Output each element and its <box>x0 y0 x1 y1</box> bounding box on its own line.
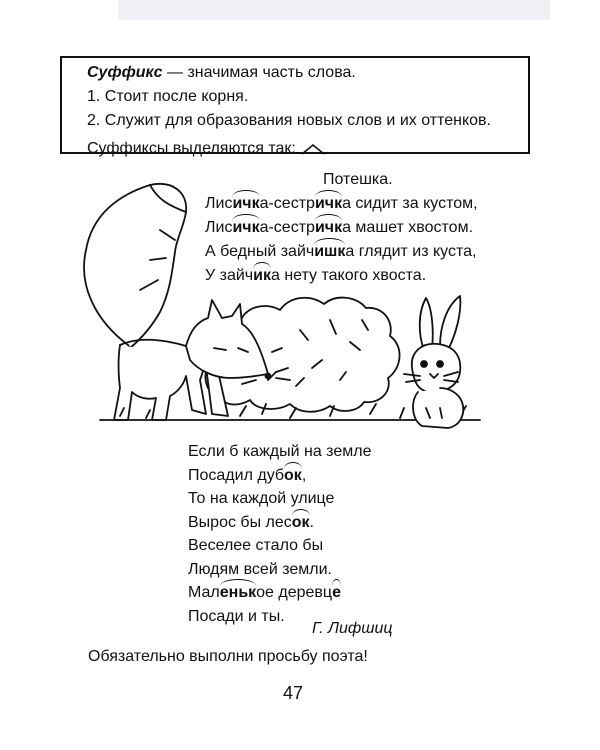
rule-marking-text: Суффиксы выделяются так: <box>87 140 296 157</box>
hare <box>404 296 463 428</box>
poem-title: Потешка. <box>323 171 393 188</box>
suffix: ок <box>284 464 302 488</box>
poem-line: У зайчика нету такого хвоста. <box>205 264 478 288</box>
rule-term: Суффикс <box>87 64 163 81</box>
poem-line: То на каждой улице <box>188 490 335 507</box>
suffix: ичк <box>232 192 259 216</box>
suffix: ичк <box>315 216 342 240</box>
page-number: 47 <box>283 683 304 703</box>
suffix: ик <box>253 264 271 288</box>
suffix: ишк <box>314 240 345 264</box>
poem-line: Лисичка-сестричка сидит за кустом, <box>205 192 478 216</box>
fox-tail <box>84 184 186 348</box>
poem-line: А бедный зайчишка глядит из куста, <box>205 240 478 264</box>
rule-point-1: 1. Стоит после корня. <box>87 88 249 105</box>
suffix: ичк <box>315 192 342 216</box>
poem-line: Веселее стало бы <box>188 537 324 554</box>
rule-point-2: 2. Служит для образования новых слов и их оттенков. <box>87 112 491 129</box>
suffix: ичк <box>232 216 259 240</box>
poem-line: Лисичка-сестричка машет хвостом. <box>205 216 478 240</box>
poem-line: Людям всей земли. <box>188 560 332 578</box>
poem-line: Посади и ты. <box>188 607 285 625</box>
poem-line: Посадил дубок, <box>188 464 371 488</box>
rule-definition-text: — значимая часть слова. <box>162 64 356 81</box>
poem-lifshits <box>188 440 371 628</box>
poem-author: Г. Лифшиц <box>312 620 393 637</box>
task-note: Обязательно выполни просьбу поэта! <box>88 648 368 665</box>
poem-line: Маленькое деревце <box>188 581 371 605</box>
poem-line: Вырос бы лесок. <box>188 511 371 535</box>
suffix: ок <box>292 511 310 535</box>
suffix: е <box>332 581 341 605</box>
poem-line: Если б каждый на земле <box>188 443 372 460</box>
suffix: еньк <box>220 581 256 605</box>
